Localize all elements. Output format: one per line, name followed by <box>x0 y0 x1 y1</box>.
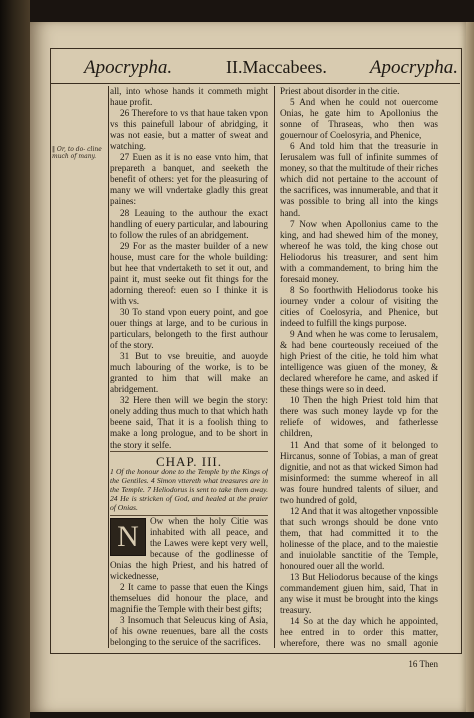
header-left: Apocrypha. <box>84 57 173 78</box>
header-right: Apocrypha. <box>369 57 458 78</box>
verse: Priest about disorder in the citie. <box>280 86 400 96</box>
running-header <box>50 55 460 84</box>
catchword: 16 Then <box>408 659 438 669</box>
verse: 2 It came to passe that euen the Kings themselues did honour the place, and magnifie the Temple with their best gifts; <box>110 581 268 614</box>
book-spine-shadow <box>0 0 30 718</box>
decorated-initial: N <box>110 518 146 556</box>
verse: 31 But to vse breuitie, and auoyde much labouring of the worke, is to be granted to him that will make an abridgement. <box>110 351 268 395</box>
verse: 30 To stand vpon euery point, and goe ouer things at large, and to be curious in particulars, belongeth to the first authour of the story. <box>110 306 268 351</box>
verse: 14 So at the day which he appointed, hee entred in to order this matter, wherefore, there was no small agonie <box>280 616 438 648</box>
page-edge <box>466 22 474 712</box>
verse: 8 So foorthwith Heliodorus tooke his iourney vnder a colour of visiting the cities of Coelosyria, and Phenice, but indeed to fulfill the kings purpose. <box>280 284 438 328</box>
verse: 5 And when he could not ouercome Onias, he gate him to Apollonius the sonne of Thraseas, who then was gouernour of Coelosyria, and Phenice, <box>280 97 438 141</box>
verse: 3 Insomuch that Seleucus king of Asia, of his owne reuenues, bare all the costs belonging to the seruice of the sacrifices. <box>110 615 268 648</box>
verse: 29 For as the master builder of a new house, must care for the whole building: but hee that vndertaketh to set it out, and paint it, must seeke out fit things for the adorning thereof: euen so I thinke it is with vs. <box>110 240 268 306</box>
verse: 9 And when he was come to Ierusalem, & had bene courteously receiued of the high Priest of the citie, he told him what intelligence was giuen of the money, & declared wherefore he came, and asked if these things were so in deed. <box>280 329 438 395</box>
verse: 10 Then the high Priest told him that there was such money layde vp for the reliefe of widowes, and fatherlesse children, <box>280 395 438 439</box>
verse: 6 And told him that the treasurie in Ierusalem was full of infinite summes of money, so that the multitude of their riches which did not pertaine to the account of the sacrifices, was innumerable, and that it was possible to bring all into the kings hand. <box>280 141 438 218</box>
verse: 13 But Heliodorus because of the kings commandement giuen him, said, That in any wise it must be brought into the kings treasury. <box>280 572 438 616</box>
verse: all, into whose hands it commeth might haue profit. <box>110 86 268 108</box>
header-center: II.Maccabees. <box>226 57 327 77</box>
verse: 28 Leauing to the authour the exact handling of euery particular, and labouring to follow the rules of an abridgement. <box>110 207 268 240</box>
verse: 7 Now when Apollonius came to the king, and had shewed him of the money, whereof he was told, the king chose out Heliodorus his treasurer, and sent him with a commandement, to bring him the foresaid money. <box>280 218 438 284</box>
verse: 26 Therefore to vs that haue taken vpon vs this painefull labour of abridging, it was not easie, but a matter of sweat and watching. <box>110 108 268 152</box>
right-column <box>280 86 438 648</box>
margin-rule <box>108 86 109 648</box>
verse: 27 Euen as it is no ease vnto him, that prepareth a banquet, and seeketh the benefit of others: yet for the pleasuring of many we will vndertake gladly this great paines: <box>110 152 268 207</box>
verse: Ow when the holy Citie was inhabited with all peace, and the Lawes were kept very well, because of the godlinesse of Onias the high Priest, and his hatred of wickednesse, <box>110 515 268 581</box>
verse: 11 And that some of it belonged to Hircanus, sonne of Tobias, a man of great dignitie, and not as that wicked Simon had misinformed: the summe whereof in all was foure hundred talents of siluer, and two hundred of gold, <box>280 439 438 505</box>
chapter-summary: 1 Of the honour done to the Temple by the Kings of the Gentiles. 4 Simon vttereth what treasures are in the Temple. 7 Heliodorus is sent to take them away. 24 He is stricken of God, and healed at the praier of Onias. <box>110 467 268 516</box>
chapter-heading: CHAP. III. <box>110 451 268 467</box>
margin-note: ‖ Or, to do- cline much of many. <box>52 146 102 160</box>
column-divider <box>274 86 275 648</box>
left-column <box>110 86 268 648</box>
verse: 32 Here then will we begin the story: onely adding thus much to that which hath beene said, That it is a foolish thing to make a long prologue, and to be short in the story it selfe. <box>110 395 268 450</box>
verse: 12 And that it was altogether vnpossible that such wrongs should be done vnto them, that had committed it to the holinesse of the place, and to the maiestie and inuiolable sanctitie of the Temple, honoured ouer all the world. <box>280 505 438 572</box>
